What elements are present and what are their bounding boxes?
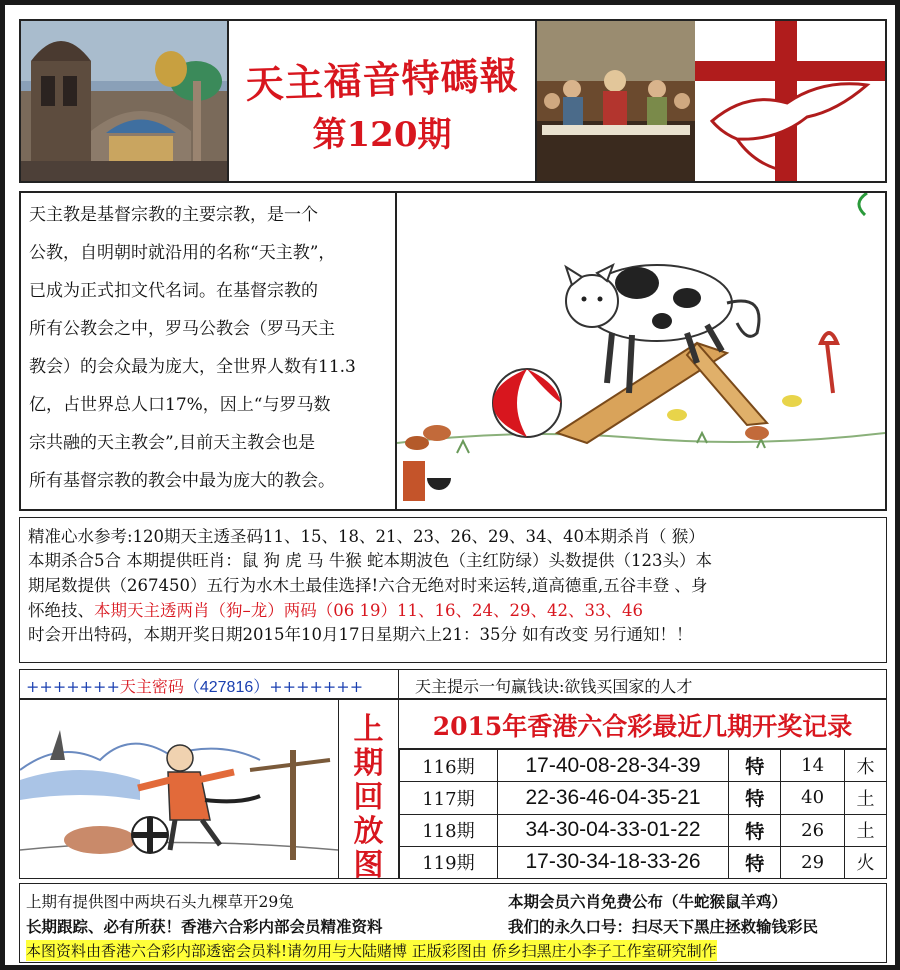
tip-text: 天主提示一句赢钱诀:欲钱买国家的人才	[415, 677, 693, 696]
footer-right-2: 我们的永久口号：扫尽天下黑庄拯救输钱彩民	[508, 917, 819, 936]
table-row	[400, 814, 887, 846]
review-char: 图	[353, 848, 384, 879]
table-row	[400, 846, 887, 878]
table-row	[400, 782, 887, 814]
secret-code	[26, 674, 363, 697]
info-line-5: 时会开出特码，本期开奖日期2015年10月17日星期六上21：35分 如有改变 另行通知！！	[28, 625, 693, 644]
info-line-1: 精准心水参考:120期天主透圣码11、15、18、21、23、26、29、34、40本期杀肖（ 猴）	[28, 527, 705, 546]
last-supper-painting-icon	[537, 21, 695, 181]
issue-number: 第120期	[312, 115, 452, 155]
special-number: 14	[781, 750, 845, 782]
numbers-cell: 34-30-04-33-01-22	[497, 814, 728, 846]
review-char: 回	[353, 780, 384, 815]
intro-text-panel	[19, 191, 397, 511]
results-table	[399, 749, 887, 879]
last-issue-image	[19, 699, 339, 879]
cathedral-icon	[21, 21, 227, 181]
masthead	[229, 19, 535, 183]
results-title-bar	[399, 699, 887, 749]
special-label: 特	[729, 846, 781, 878]
review-char: 放	[353, 814, 384, 849]
footer-right-1: 本期会员六肖免费公布（牛蛇猴鼠羊鸡）	[508, 892, 788, 911]
intro-line: 教会）的会众最为庞大，全世界人数有11.3	[29, 357, 356, 377]
footer	[19, 883, 887, 963]
intro-line: 宗共融的天主教会”,目前天主教会也是	[29, 433, 316, 453]
intro-line: 已成为正式扣文代名词。在基督宗教的	[29, 281, 318, 301]
last-issue-review-label	[339, 699, 399, 879]
secret-code-value: （427816）	[183, 679, 270, 696]
intro-line: 所有公教会之中，罗马公教会（罗马天主	[29, 319, 335, 339]
plus-right: +++++++	[269, 677, 364, 696]
plus-left: +++++++	[26, 677, 120, 696]
cat-on-seesaw-icon	[397, 193, 885, 509]
element-cell: 木	[845, 750, 887, 782]
special-number: 40	[781, 782, 845, 814]
footer-left-2: 长期跟踪、必有所获！香港六合彩内部会员精准资料	[26, 917, 383, 936]
intro-line: 公教，自明朝时就沿用的名称“天主教”，	[29, 243, 336, 263]
intro-line: 所有基督宗教的教会中最为庞大的教会。	[29, 471, 335, 491]
intro-line: 亿，占世界总人口17%，因上“与罗马数	[29, 395, 331, 415]
info-line-4-prefix: 怀绝技、	[28, 601, 94, 620]
footer-banner: 本图资料由香港六合彩内部透密会员料!请勿用与大陆赌博 正版彩图由 侨乡扫黑庄小李子工作室研究制作	[26, 942, 717, 960]
issue-cell: 117期	[400, 782, 498, 814]
prediction-info	[19, 517, 887, 663]
numbers-cell: 22-36-46-04-35-21	[497, 782, 728, 814]
info-line-4-highlight: 本期天主透两肖（狗–龙）两码（06 19）11、16、24、29、42、33、46	[94, 601, 643, 620]
secret-code-label: 天主密码	[119, 677, 184, 696]
element-cell: 土	[845, 814, 887, 846]
secret-code-bar	[19, 669, 399, 699]
element-cell: 土	[845, 782, 887, 814]
special-number: 26	[781, 814, 845, 846]
special-label: 特	[729, 782, 781, 814]
religious-images	[535, 19, 887, 183]
footer-left-1: 上期有提供图中两块石头九棵草开29兔	[26, 893, 294, 911]
info-line-2: 本期杀合5合 本期提供旺肖：鼠 狗 虎 马 牛猴 蛇本期波色（主红防绿）头数提供（123头）本	[28, 551, 712, 570]
special-label: 特	[729, 750, 781, 782]
issue-cell: 118期	[400, 814, 498, 846]
issue-cell: 119期	[400, 846, 498, 878]
results-title: 2015年香港六合彩最近几期开奖记录	[432, 712, 853, 741]
issue-cell: 116期	[400, 750, 498, 782]
review-char: 上	[353, 712, 384, 747]
table-row	[400, 750, 887, 782]
numbers-cell: 17-30-34-18-33-26	[497, 846, 728, 878]
intro-line: 天主教是基督宗教的主要宗教，是一个	[29, 205, 318, 225]
info-line-4	[28, 600, 643, 622]
numbers-cell: 17-40-08-28-34-39	[497, 750, 728, 782]
special-label: 特	[729, 814, 781, 846]
info-line-3: 期尾数提供（267450）五行为水木土最佳选择!六合无绝对时来运转,道高德重,五谷丰登 、身	[28, 576, 708, 595]
page-title: 天主福音特碼報	[244, 52, 520, 107]
cathedral-image	[19, 19, 229, 183]
tip-bar	[399, 669, 887, 699]
element-cell: 火	[845, 846, 887, 878]
kid-with-stones-icon	[20, 700, 338, 876]
cat-illustration	[397, 191, 887, 511]
special-number: 29	[781, 846, 845, 878]
cross-dove-icon	[695, 21, 885, 181]
review-char: 期	[353, 746, 384, 781]
